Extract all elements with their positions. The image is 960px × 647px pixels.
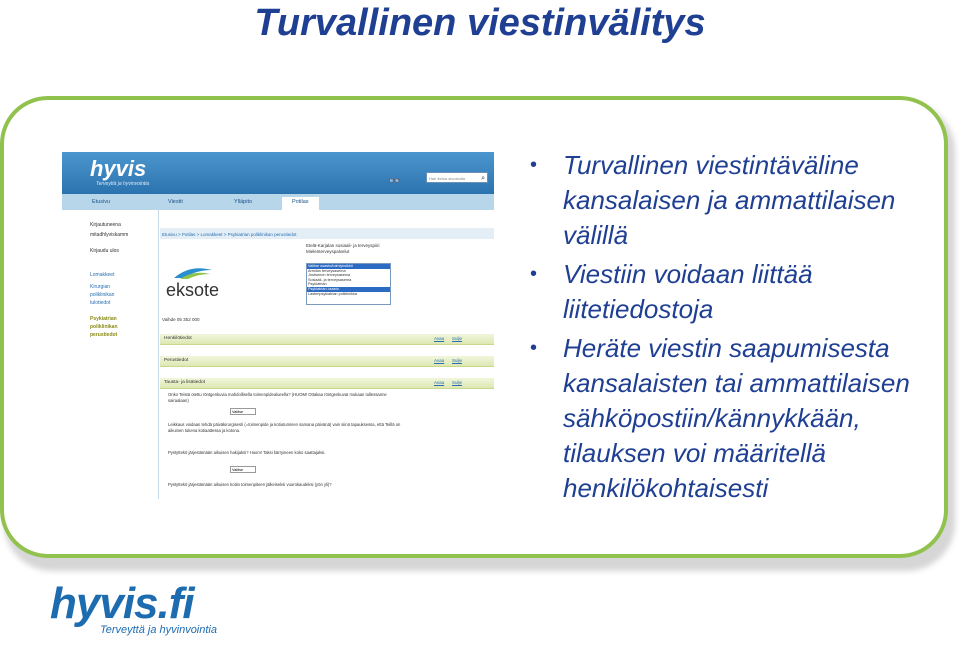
search-placeholder: Hae tietoa sivustolta xyxy=(429,176,466,181)
section-henkilotiedot xyxy=(160,334,494,345)
switchboard-number: Vaihde 05 352 000 xyxy=(162,317,200,322)
question-text: Pystyttekö järjestämään aikuisen kotiin toimenpiteen jälkeiseksi vuorokaudeksi (yön yli)? xyxy=(168,482,332,487)
sidebar-active-1[interactable]: Psykiatrian xyxy=(90,316,117,322)
open-link[interactable]: Avaa xyxy=(434,380,445,385)
embedded-screenshot xyxy=(62,152,494,499)
answer-select[interactable]: Valitse xyxy=(230,408,256,415)
tab-yllapito[interactable]: Ylläpito xyxy=(234,199,253,205)
screenshot-sidebar xyxy=(62,210,159,499)
section-label: Perustiedot xyxy=(164,358,189,363)
list-option[interactable]: Armilan terveysasema xyxy=(308,268,346,273)
open-link[interactable]: Avaa xyxy=(434,336,445,341)
answer-select[interactable]: Valitse xyxy=(230,466,256,473)
unit-label: Mielenterveyspalvelut xyxy=(306,249,350,254)
bullet-list xyxy=(530,148,950,510)
bullet-item: • Heräte viestin saapumisesta kansalaisten tai ammattilaisen sähköpostiin/kännykkään, tilauksen voi määritellä henkilökohtaisesti xyxy=(530,333,910,503)
hyvis-brand-logo xyxy=(50,579,217,636)
unit-listbox[interactable] xyxy=(306,263,391,305)
tab-viestit[interactable]: Viestit xyxy=(168,199,183,205)
breadcrumb[interactable]: Etusivu > Potilas > Lomakkeet > Psykiatrian poliklinikan perustiedot xyxy=(162,232,297,237)
bullet-item: • Viestiin voidaan liittää liitetiedostoja xyxy=(530,259,813,324)
section-perustiedot xyxy=(160,356,494,367)
sidebar-item-tulotiedot[interactable]: tulotiedot xyxy=(90,300,111,306)
sidebar-active-3[interactable]: perustiedot xyxy=(90,332,118,338)
user-name: mitadhlyviskamm xyxy=(90,232,129,238)
sidebar-item-lomakkeet[interactable]: Lomakkeet xyxy=(90,272,115,278)
close-link[interactable]: Sulje xyxy=(452,358,463,363)
sidebar-item-kirurgian[interactable]: Kirurgian xyxy=(90,284,111,290)
open-link[interactable]: Avaa xyxy=(434,358,445,363)
list-option[interactable]: Lastenpsykiatrian poliklinikka xyxy=(308,291,357,296)
logout-link[interactable]: Kirjaudu ulos xyxy=(90,248,119,254)
close-link[interactable]: Sulje xyxy=(452,380,463,385)
glasses-icon: 👓 xyxy=(388,176,401,187)
sidebar-item-poliklinikan[interactable]: poliklinikan xyxy=(90,292,115,298)
search-input[interactable] xyxy=(426,172,488,183)
screenshot-nav xyxy=(62,194,494,210)
header-tagline: Terveyttä ja hyvinvointia xyxy=(96,181,150,187)
close-link[interactable]: Sulje xyxy=(452,336,463,341)
question-text: Leikkaus voidaan tehdä päiväkirurgisesti (=toimenpide ja kotiutuminen samana päivänä) vain siinä tapauksessa, että Teillä on aikuinen tukena kotiaattessa ja kotona. xyxy=(168,422,401,433)
sidebar-active-2[interactable]: poliklinikan xyxy=(90,324,118,330)
hyvis-logo: hyvis xyxy=(90,156,147,181)
question-text: Onko Teistä otettu röntgenkuvia mahdollisella toimenpidealueella? (HUOM! Ottakaa röntgenkuvat mukaan tullessanne sairaalaan) xyxy=(168,392,387,403)
logged-in-label: Kirjautuneena xyxy=(90,222,121,228)
list-option[interactable]: Joutsenon terveysasema xyxy=(308,273,351,278)
search-icon[interactable]: ⌕ xyxy=(481,175,485,182)
tab-etusivu[interactable]: Etusivu xyxy=(92,199,111,205)
org-info xyxy=(306,243,380,255)
org-name: Etelä-Karjalan sosiaali- ja terveyspiiri xyxy=(306,243,380,248)
screenshot-main xyxy=(160,210,494,499)
list-option[interactable]: Valitse osasto/toimiyksikkö xyxy=(307,264,390,269)
section-label: Henkilötiedot xyxy=(164,336,192,341)
brand-name: hyvis.fi xyxy=(50,579,194,628)
slide-title: Turvallinen viestinvälitys xyxy=(254,2,706,44)
list-option[interactable]: Sosiaali- ja terveysasema xyxy=(308,277,352,282)
bullet-item: • Turvallinen viestintäväline kansalaisen ja ammattilaisen välillä xyxy=(530,150,896,250)
brand-tagline: Terveyttä ja hyvinvointia xyxy=(100,624,217,636)
list-option[interactable]: Psykiatrian osasto xyxy=(307,287,390,292)
tab-potilas[interactable]: Potilas xyxy=(282,197,319,210)
eksote-wave-icon xyxy=(172,266,214,280)
eksote-logo: eksote xyxy=(166,280,220,300)
section-label: Tausta- ja lisätiedot xyxy=(164,380,206,385)
section-tausta xyxy=(160,378,494,389)
list-option[interactable]: Psykiatrian xyxy=(308,282,327,287)
question-text: Pystyttekö järjestämään aikuisen hakijaksi? Huom! Taksi kärryineen koko saattajaksi. xyxy=(168,450,326,455)
screenshot-header xyxy=(62,152,494,194)
